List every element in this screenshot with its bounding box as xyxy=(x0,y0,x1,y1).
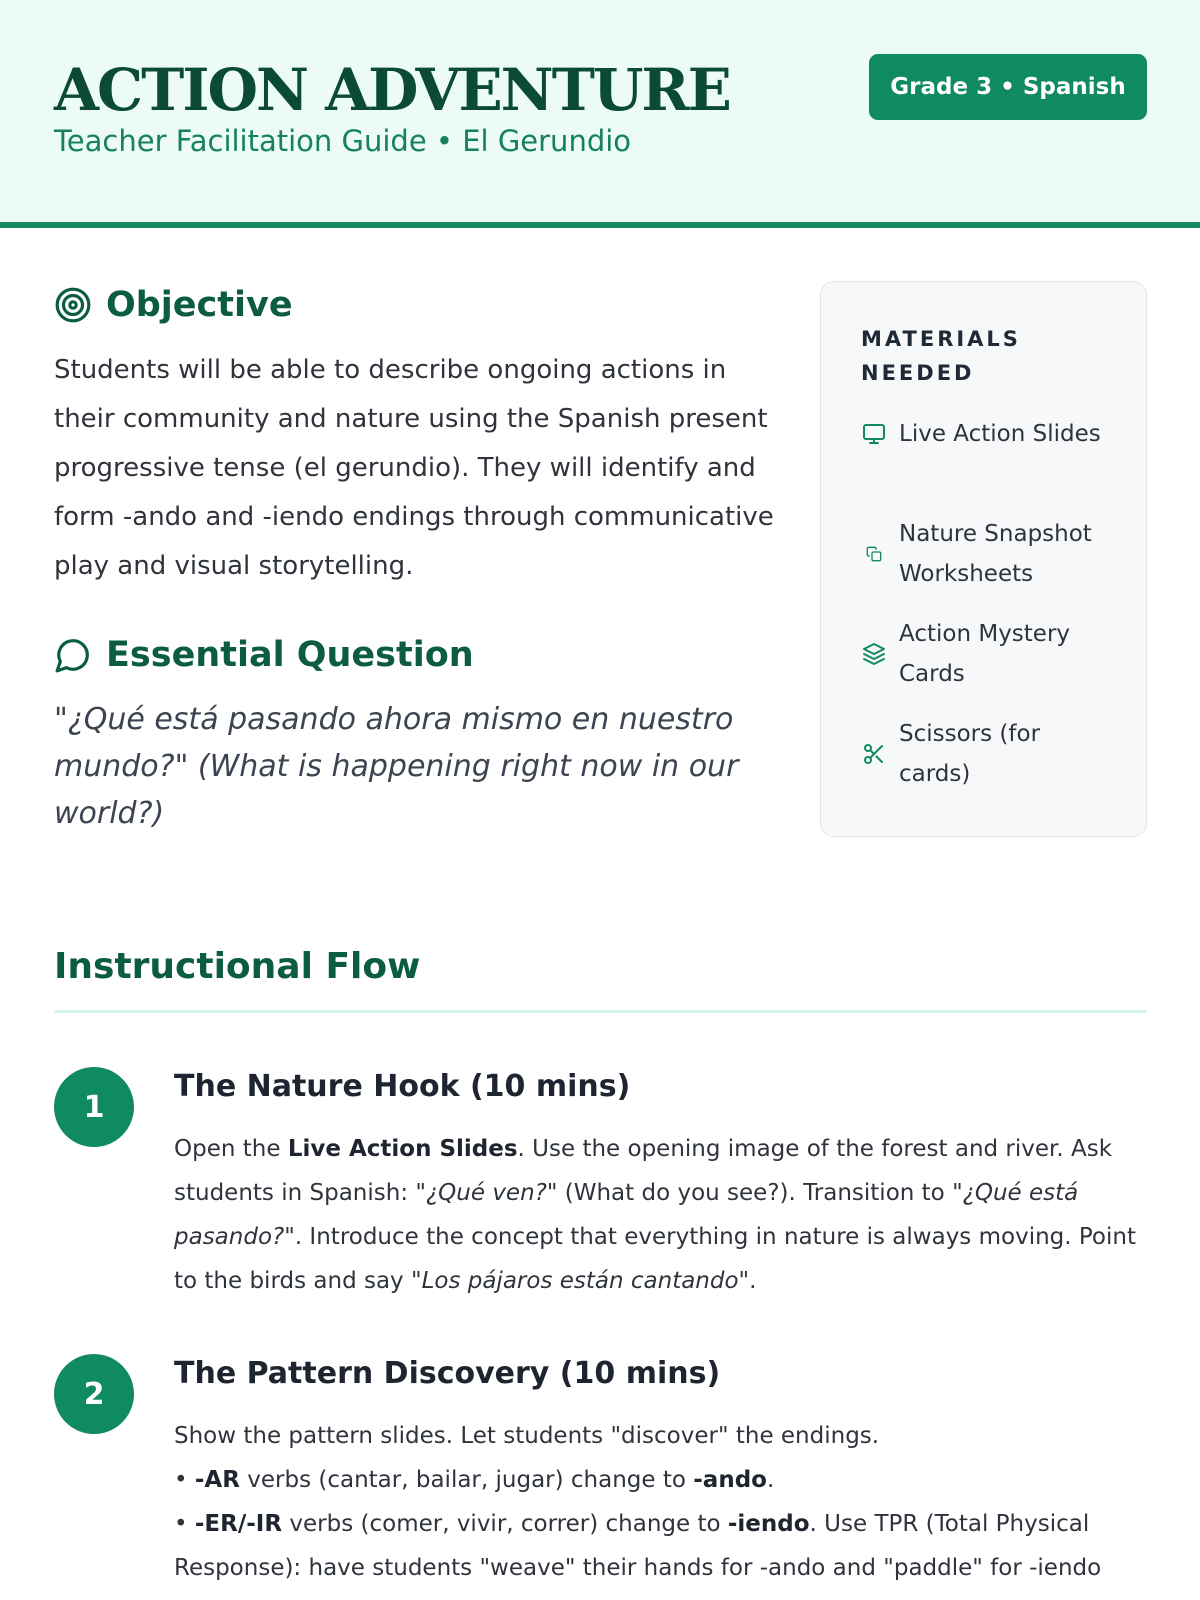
material-item xyxy=(861,414,1109,454)
step-body: Open the Live Action Slides. Use the opening image of the forest and river. Ask students in Spanish: "¿Qué ven?" (What do you see?). Transition to "¿Qué está pasando?". Introduce the concept that everything in nature is always moving. Point to the birds and say "Los pájaros están cantando". xyxy=(174,1136,1136,1294)
step-title: The Pattern Discovery (10 mins) xyxy=(174,1356,721,1391)
material-label: Scissors (for cards) xyxy=(899,721,1041,787)
step-title: The Nature Hook (10 mins) xyxy=(174,1069,631,1104)
material-label: Live Action Slides xyxy=(899,421,1101,447)
material-label: Nature Snapshot Worksheets xyxy=(899,521,1092,587)
page-title: ACTION ADVENTURE xyxy=(54,56,730,124)
target-icon xyxy=(54,286,92,324)
objective-heading-label: Objective xyxy=(106,285,293,325)
materials-title: MATERIALS NEEDED xyxy=(861,327,1021,385)
material-item xyxy=(861,714,1109,794)
material-label: Action Mystery Cards xyxy=(899,621,1071,687)
step-number-badge: 2 xyxy=(54,1354,134,1434)
materials-panel xyxy=(820,281,1147,837)
copy-icon xyxy=(866,546,882,562)
page-subtitle: Teacher Facilitation Guide • El Gerundio xyxy=(54,124,632,158)
scissors-icon xyxy=(862,742,886,766)
step-body: Show the pattern slides. Let students "discover" the endings. • -AR verbs (cantar, bailar, jugar) change to -ando. • -ER/-IR verbs (comer, vivir, correr) change to -iendo. Use TPR (Total Physical Response): have students "weave" their hands for -ando and "paddle" for -iendo xyxy=(174,1423,1102,1581)
monitor-icon xyxy=(862,422,886,446)
layers-icon xyxy=(862,642,886,666)
material-item xyxy=(861,614,1109,694)
grade-badge: Grade 3 • Spanish xyxy=(869,54,1147,120)
instructional-flow-heading: Instructional Flow xyxy=(54,946,421,987)
objective-heading xyxy=(54,285,293,325)
section-divider xyxy=(54,1010,1147,1013)
step-number-badge: 1 xyxy=(54,1067,134,1147)
essential-question-text: "¿Qué está pasando ahora mismo en nuestro mundo?" (What is happening right now in our world?) xyxy=(54,702,739,831)
material-item xyxy=(861,514,1109,594)
speech-bubble-icon xyxy=(54,636,92,674)
objective-text: Students will be able to describe ongoing actions in their community and nature using the Spanish present progressive tense (el gerundio). They will identify and form -ando and -iendo endings through communicative play and visual storytelling. xyxy=(54,355,774,581)
essential-question-heading-label: Essential Question xyxy=(106,635,474,675)
essential-question-heading xyxy=(54,635,474,675)
page-header xyxy=(0,0,1200,228)
